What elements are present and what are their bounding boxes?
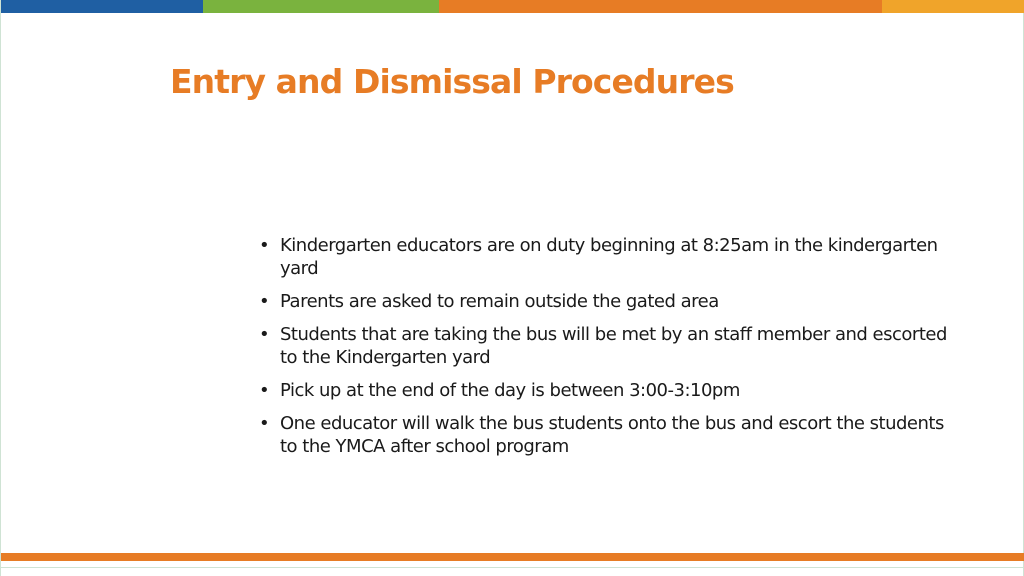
- bullet-text: One educator will walk the bus students onto the bus and escort the students to the YMCA after school program: [280, 413, 944, 457]
- bullet-item: [259, 412, 959, 458]
- bullet-item: [259, 323, 959, 369]
- bullet-dot: •: [259, 324, 270, 345]
- bullet-dot: •: [259, 235, 270, 256]
- bullet-dot: •: [259, 291, 270, 312]
- slide-title: Entry and Dismissal Procedures: [170, 62, 734, 101]
- bottom-divider-line: [1, 567, 1024, 568]
- bullet-item: [259, 379, 959, 402]
- bullet-text: Pick up at the end of the day is between 3:00-3:10pm: [280, 380, 740, 401]
- top-bar-blue-segment: [1, 0, 203, 13]
- bullet-dot: •: [259, 380, 270, 401]
- bullet-text: Parents are asked to remain outside the gated area: [280, 291, 719, 312]
- bullet-list: [259, 234, 959, 468]
- bullet-item: [259, 234, 959, 280]
- bullet-item: [259, 290, 959, 313]
- top-bar-green-segment: [203, 0, 439, 13]
- bullet-text: Students that are taking the bus will be met by an staff member and escorted to the Kindergarten yard: [280, 324, 947, 368]
- top-color-bar: [1, 0, 1024, 13]
- bullet-dot: •: [259, 413, 270, 434]
- bottom-orange-bar: [1, 553, 1024, 561]
- top-bar-amber-segment: [882, 0, 1024, 13]
- top-bar-orange-segment: [439, 0, 882, 13]
- bullet-text: Kindergarten educators are on duty beginning at 8:25am in the kindergarten yard: [280, 235, 938, 279]
